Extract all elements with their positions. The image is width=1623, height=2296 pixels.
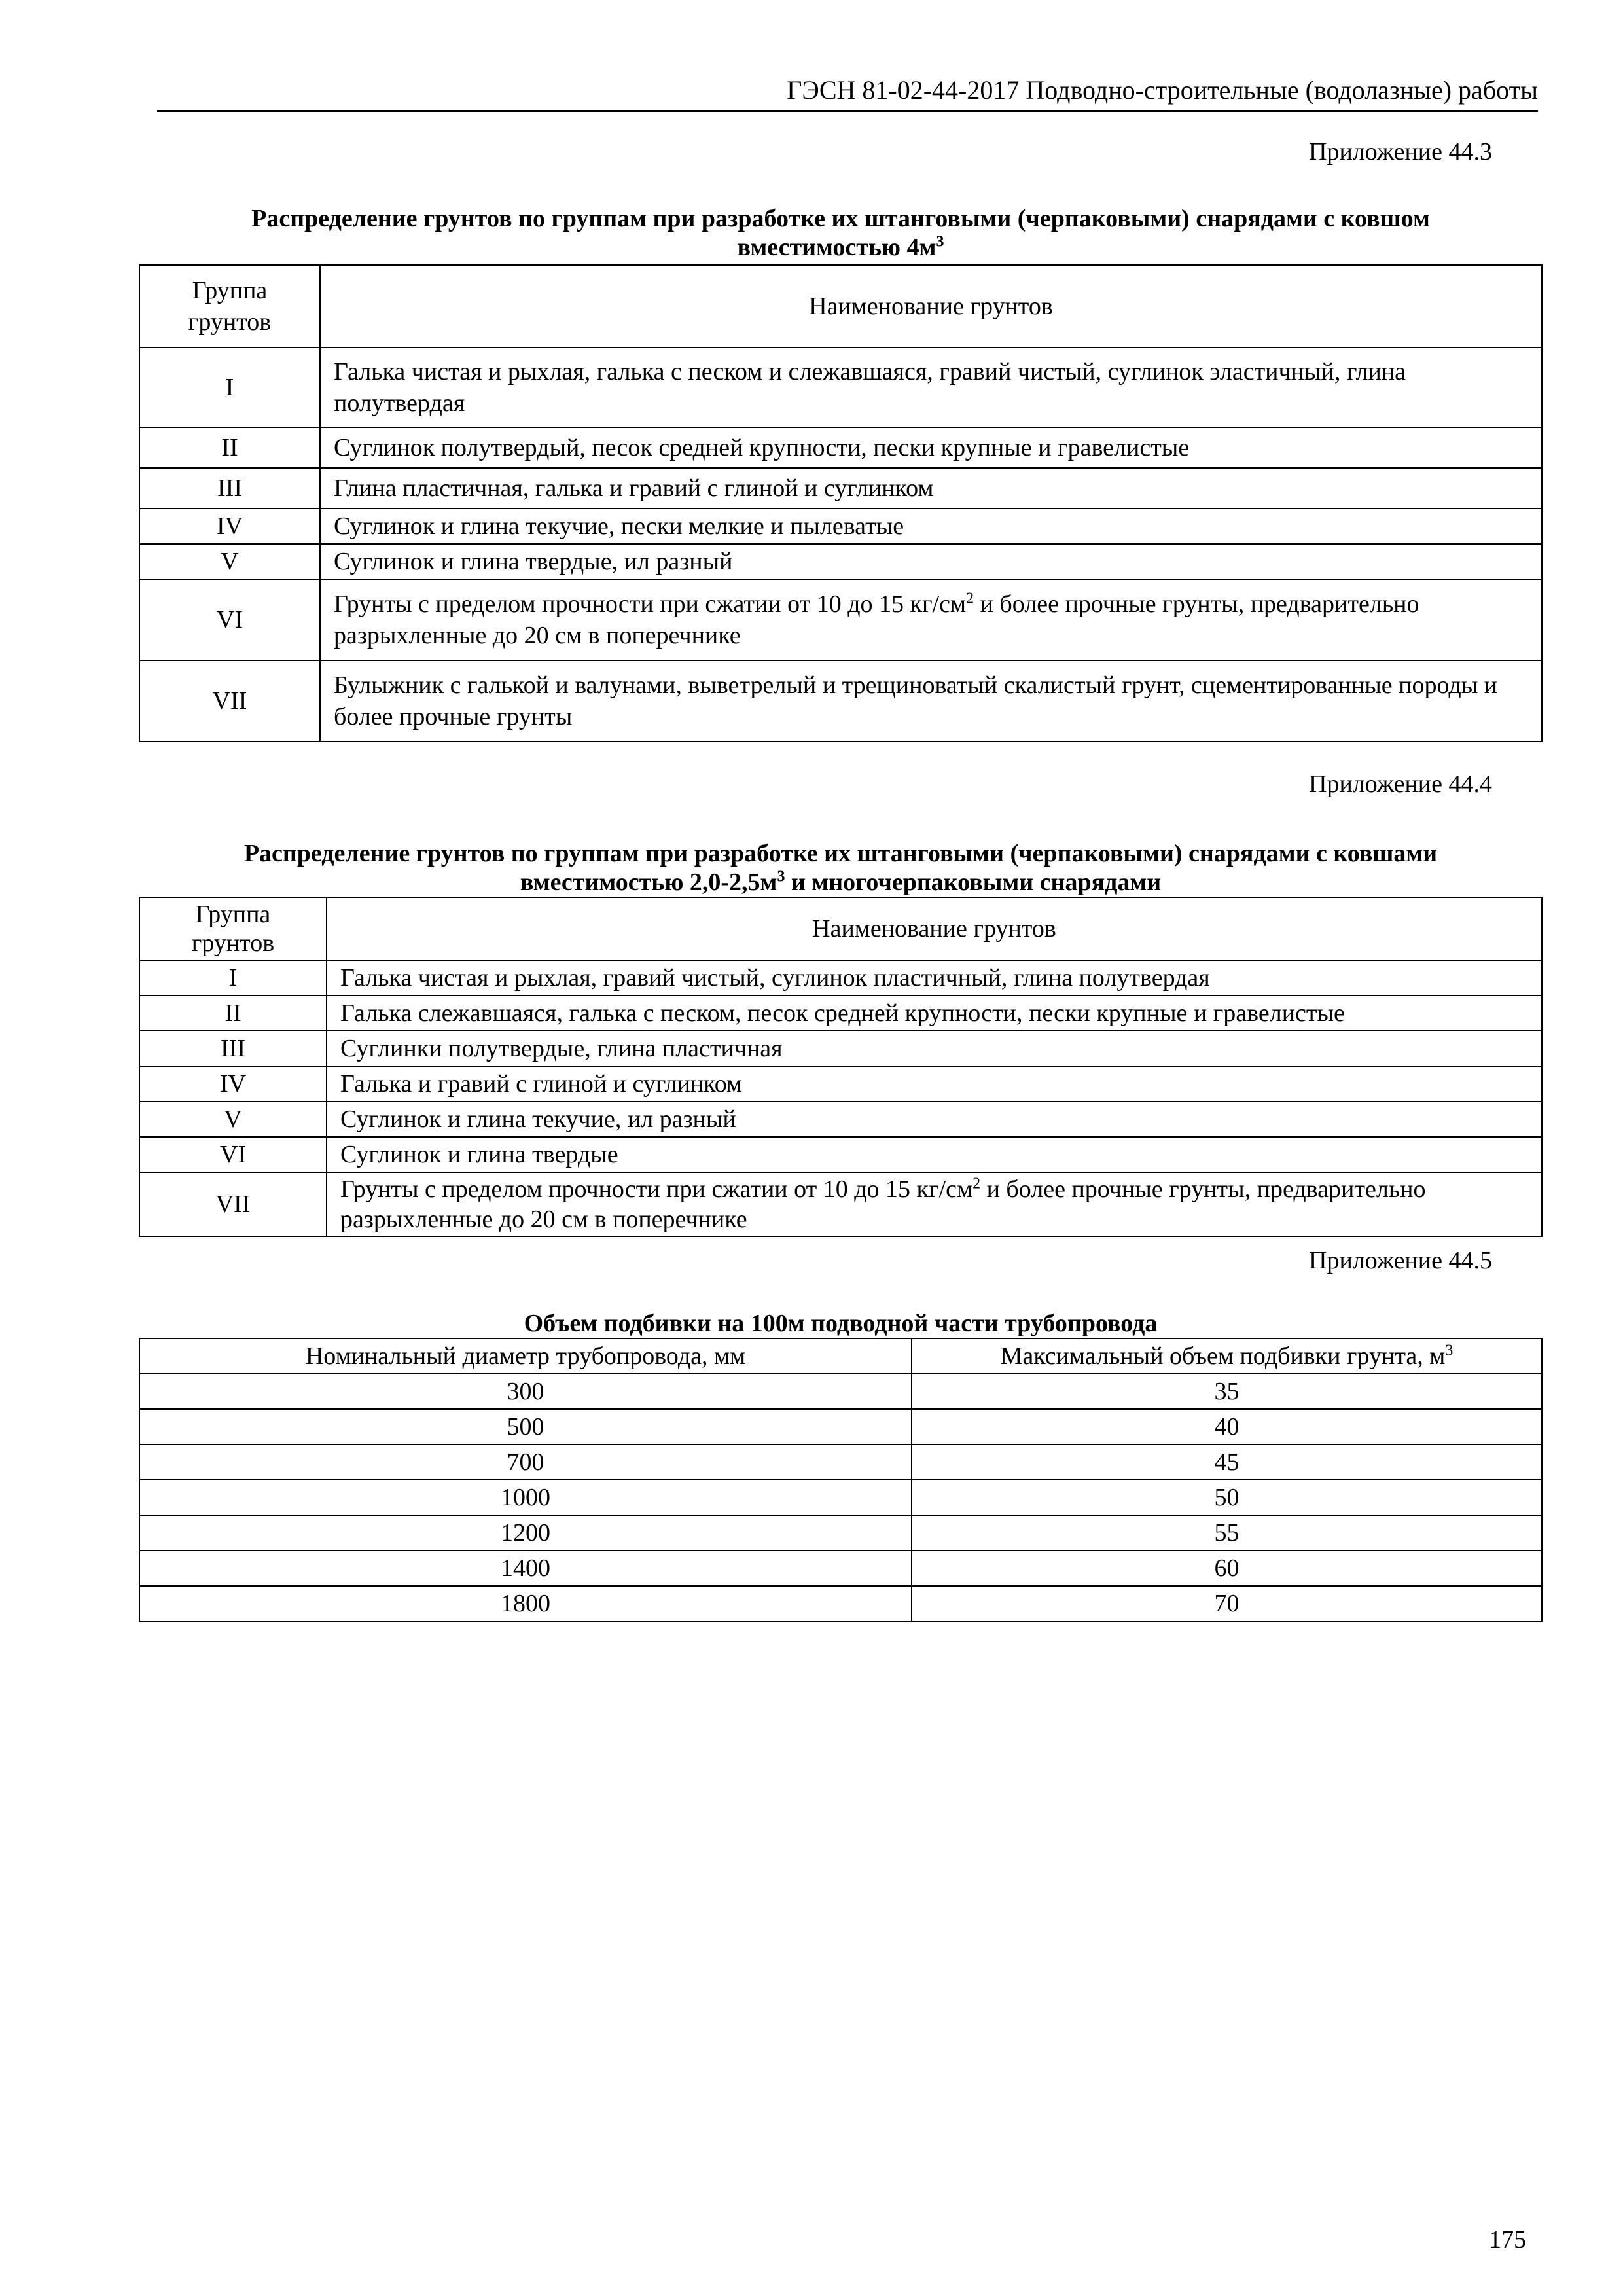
superscript: 3: [936, 233, 944, 251]
diameter-cell: 700: [139, 1444, 912, 1480]
group-cell: I: [139, 348, 320, 427]
table-row: [139, 660, 1542, 742]
group-cell: I: [139, 960, 327, 996]
name-text-part2: и более прочные грунты, предварительно разрыхленные до 20 см в поперечнике: [334, 590, 1419, 649]
table-row: [139, 544, 1542, 579]
table-row: [139, 1172, 1542, 1236]
pipe-backfill-table-44-5: [139, 1338, 1543, 1622]
superscript: 2: [966, 590, 974, 607]
group-cell: III: [139, 468, 320, 509]
appendix-label-44-5: Приложение 44.5: [1309, 1247, 1492, 1274]
diameter-cell: 1200: [139, 1515, 912, 1551]
header-cell-group: [139, 265, 320, 348]
diameter-cell: 1800: [139, 1586, 912, 1621]
table-title-44-4: [139, 839, 1543, 897]
header-cell-name: Наименование грунтов: [327, 897, 1542, 960]
table-row: [139, 1551, 1542, 1586]
name-cell: Суглинок и глина твердые, ил разный: [320, 544, 1542, 579]
diameter-cell: 500: [139, 1409, 912, 1444]
table-row: [139, 1137, 1542, 1172]
table-row: [139, 996, 1542, 1031]
header-cell-volume: [912, 1338, 1542, 1374]
name-cell: Булыжник с галькой и валунами, выветрелый и трещиноватый скалистый грунт, сцементированные породы и более прочные грунты: [320, 660, 1542, 742]
table-title-44-3: [139, 204, 1543, 262]
table-title-line2-part1: вместимостью 2,0-2,5м: [520, 869, 777, 896]
name-cell: Галька чистая и рыхлая, гравий чистый, суглинок пластичный, глина полутвердая: [327, 960, 1542, 996]
table-row: [139, 509, 1542, 544]
superscript: 3: [1445, 1342, 1454, 1359]
volume-cell: 40: [912, 1409, 1542, 1444]
name-cell: Суглинок и глина текучие, ил разный: [327, 1102, 1542, 1137]
superscript: 3: [777, 868, 785, 886]
name-cell: Галька и гравий с глиной и суглинком: [327, 1066, 1542, 1102]
volume-cell: 45: [912, 1444, 1542, 1480]
table-row: [139, 1480, 1542, 1515]
group-cell: VII: [139, 660, 320, 742]
header-volume-text: Максимальный объем подбивки грунта, м: [1000, 1342, 1446, 1370]
page-header: ГЭСН 81-02-44-2017 Подводно-строительные (водолазные) работы: [157, 73, 1538, 112]
soil-groups-table-44-4: [139, 897, 1543, 1237]
group-cell: VI: [139, 579, 320, 660]
diameter-cell: 1400: [139, 1551, 912, 1586]
name-cell: Суглинок полутвердый, песок средней крупности, пески крупные и гравелистые: [320, 427, 1542, 468]
table-row: [139, 348, 1542, 427]
table-title-line2-part2: и многочерпаковыми снарядами: [785, 869, 1162, 896]
volume-cell: 55: [912, 1515, 1542, 1551]
name-text-part1: Грунты с пределом прочности при сжатии от 10 до 15 кг/см: [340, 1175, 973, 1203]
name-cell: Галька слежавшаяся, галька с песком, песок средней крупности, пески крупные и гравелистые: [327, 996, 1542, 1031]
name-cell: Суглинок и глина текучие, пески мелкие и пылеватые: [320, 509, 1542, 544]
table-row: [139, 427, 1542, 468]
name-text-part2: и более прочные грунты, предварительно разрыхленные до 20 см в поперечнике: [340, 1175, 1426, 1233]
table-header-row: [139, 897, 1542, 960]
table-header-row: [139, 265, 1542, 348]
header-group-line2: грунтов: [191, 929, 275, 957]
table-row: [139, 1066, 1542, 1102]
table-row: [139, 1586, 1542, 1621]
volume-cell: 70: [912, 1586, 1542, 1621]
table-row: [139, 1444, 1542, 1480]
group-cell: VI: [139, 1137, 327, 1172]
name-cell: Суглинок и глина твердые: [327, 1137, 1542, 1172]
group-cell: II: [139, 996, 327, 1031]
volume-cell: 60: [912, 1551, 1542, 1586]
table-row: [139, 468, 1542, 509]
table-row: [139, 960, 1542, 996]
group-cell: IV: [139, 509, 320, 544]
soil-groups-table-44-3: [139, 264, 1543, 742]
name-cell: Галька чистая и рыхлая, галька с песком и слежавшаяся, гравий чистый, суглинок эластичный, глина полутвердая: [320, 348, 1542, 427]
table-row: [139, 1515, 1542, 1551]
group-cell: V: [139, 1102, 327, 1137]
table-row: [139, 579, 1542, 660]
header-cell-diameter: Номинальный диаметр трубопровода, мм: [139, 1338, 912, 1374]
group-cell: III: [139, 1031, 327, 1066]
header-group-line1: Группа: [195, 901, 271, 928]
volume-cell: 35: [912, 1374, 1542, 1409]
appendix-label-44-4: Приложение 44.4: [1309, 770, 1492, 798]
table-title-line2-text: вместимостью 4м: [737, 234, 936, 261]
table-row: [139, 1102, 1542, 1137]
header-group-line2: грунтов: [188, 308, 272, 336]
name-cell: [320, 579, 1542, 660]
table-title-line1: Распределение грунтов по группам при разработке их штанговыми (черпаковыми) снарядами с ковшами: [243, 840, 1438, 867]
name-text-part1: Грунты с пределом прочности при сжатии от 10 до 15 кг/см: [334, 590, 967, 618]
table-title-line1: Распределение грунтов по группам при разработке их штанговыми (черпаковыми) снарядами с ковшом: [251, 205, 1430, 232]
volume-cell: 50: [912, 1480, 1542, 1515]
group-cell: II: [139, 427, 320, 468]
header-cell-group: [139, 897, 327, 960]
name-cell: Глина пластичная, галька и гравий с глиной и суглинком: [320, 468, 1542, 509]
group-cell: VII: [139, 1172, 327, 1236]
table-title-line2: [139, 868, 1543, 897]
name-cell: [327, 1172, 1542, 1236]
table-title-line2: [139, 233, 1543, 262]
diameter-cell: 300: [139, 1374, 912, 1409]
table-title-44-5: Объем подбивки на 100м подводной части трубопровода: [524, 1310, 1158, 1337]
table-row: [139, 1409, 1542, 1444]
table-row: [139, 1031, 1542, 1066]
group-cell: V: [139, 544, 320, 579]
header-group-line1: Группа: [192, 277, 268, 304]
group-cell: IV: [139, 1066, 327, 1102]
appendix-label-44-3: Приложение 44.3: [1309, 138, 1492, 166]
diameter-cell: 1000: [139, 1480, 912, 1515]
table-row: [139, 1374, 1542, 1409]
superscript: 2: [972, 1175, 981, 1193]
header-cell-name: Наименование грунтов: [320, 265, 1542, 348]
page-number: 175: [1489, 2226, 1526, 2253]
table-header-row: [139, 1338, 1542, 1374]
name-cell: Суглинки полутвердые, глина пластичная: [327, 1031, 1542, 1066]
